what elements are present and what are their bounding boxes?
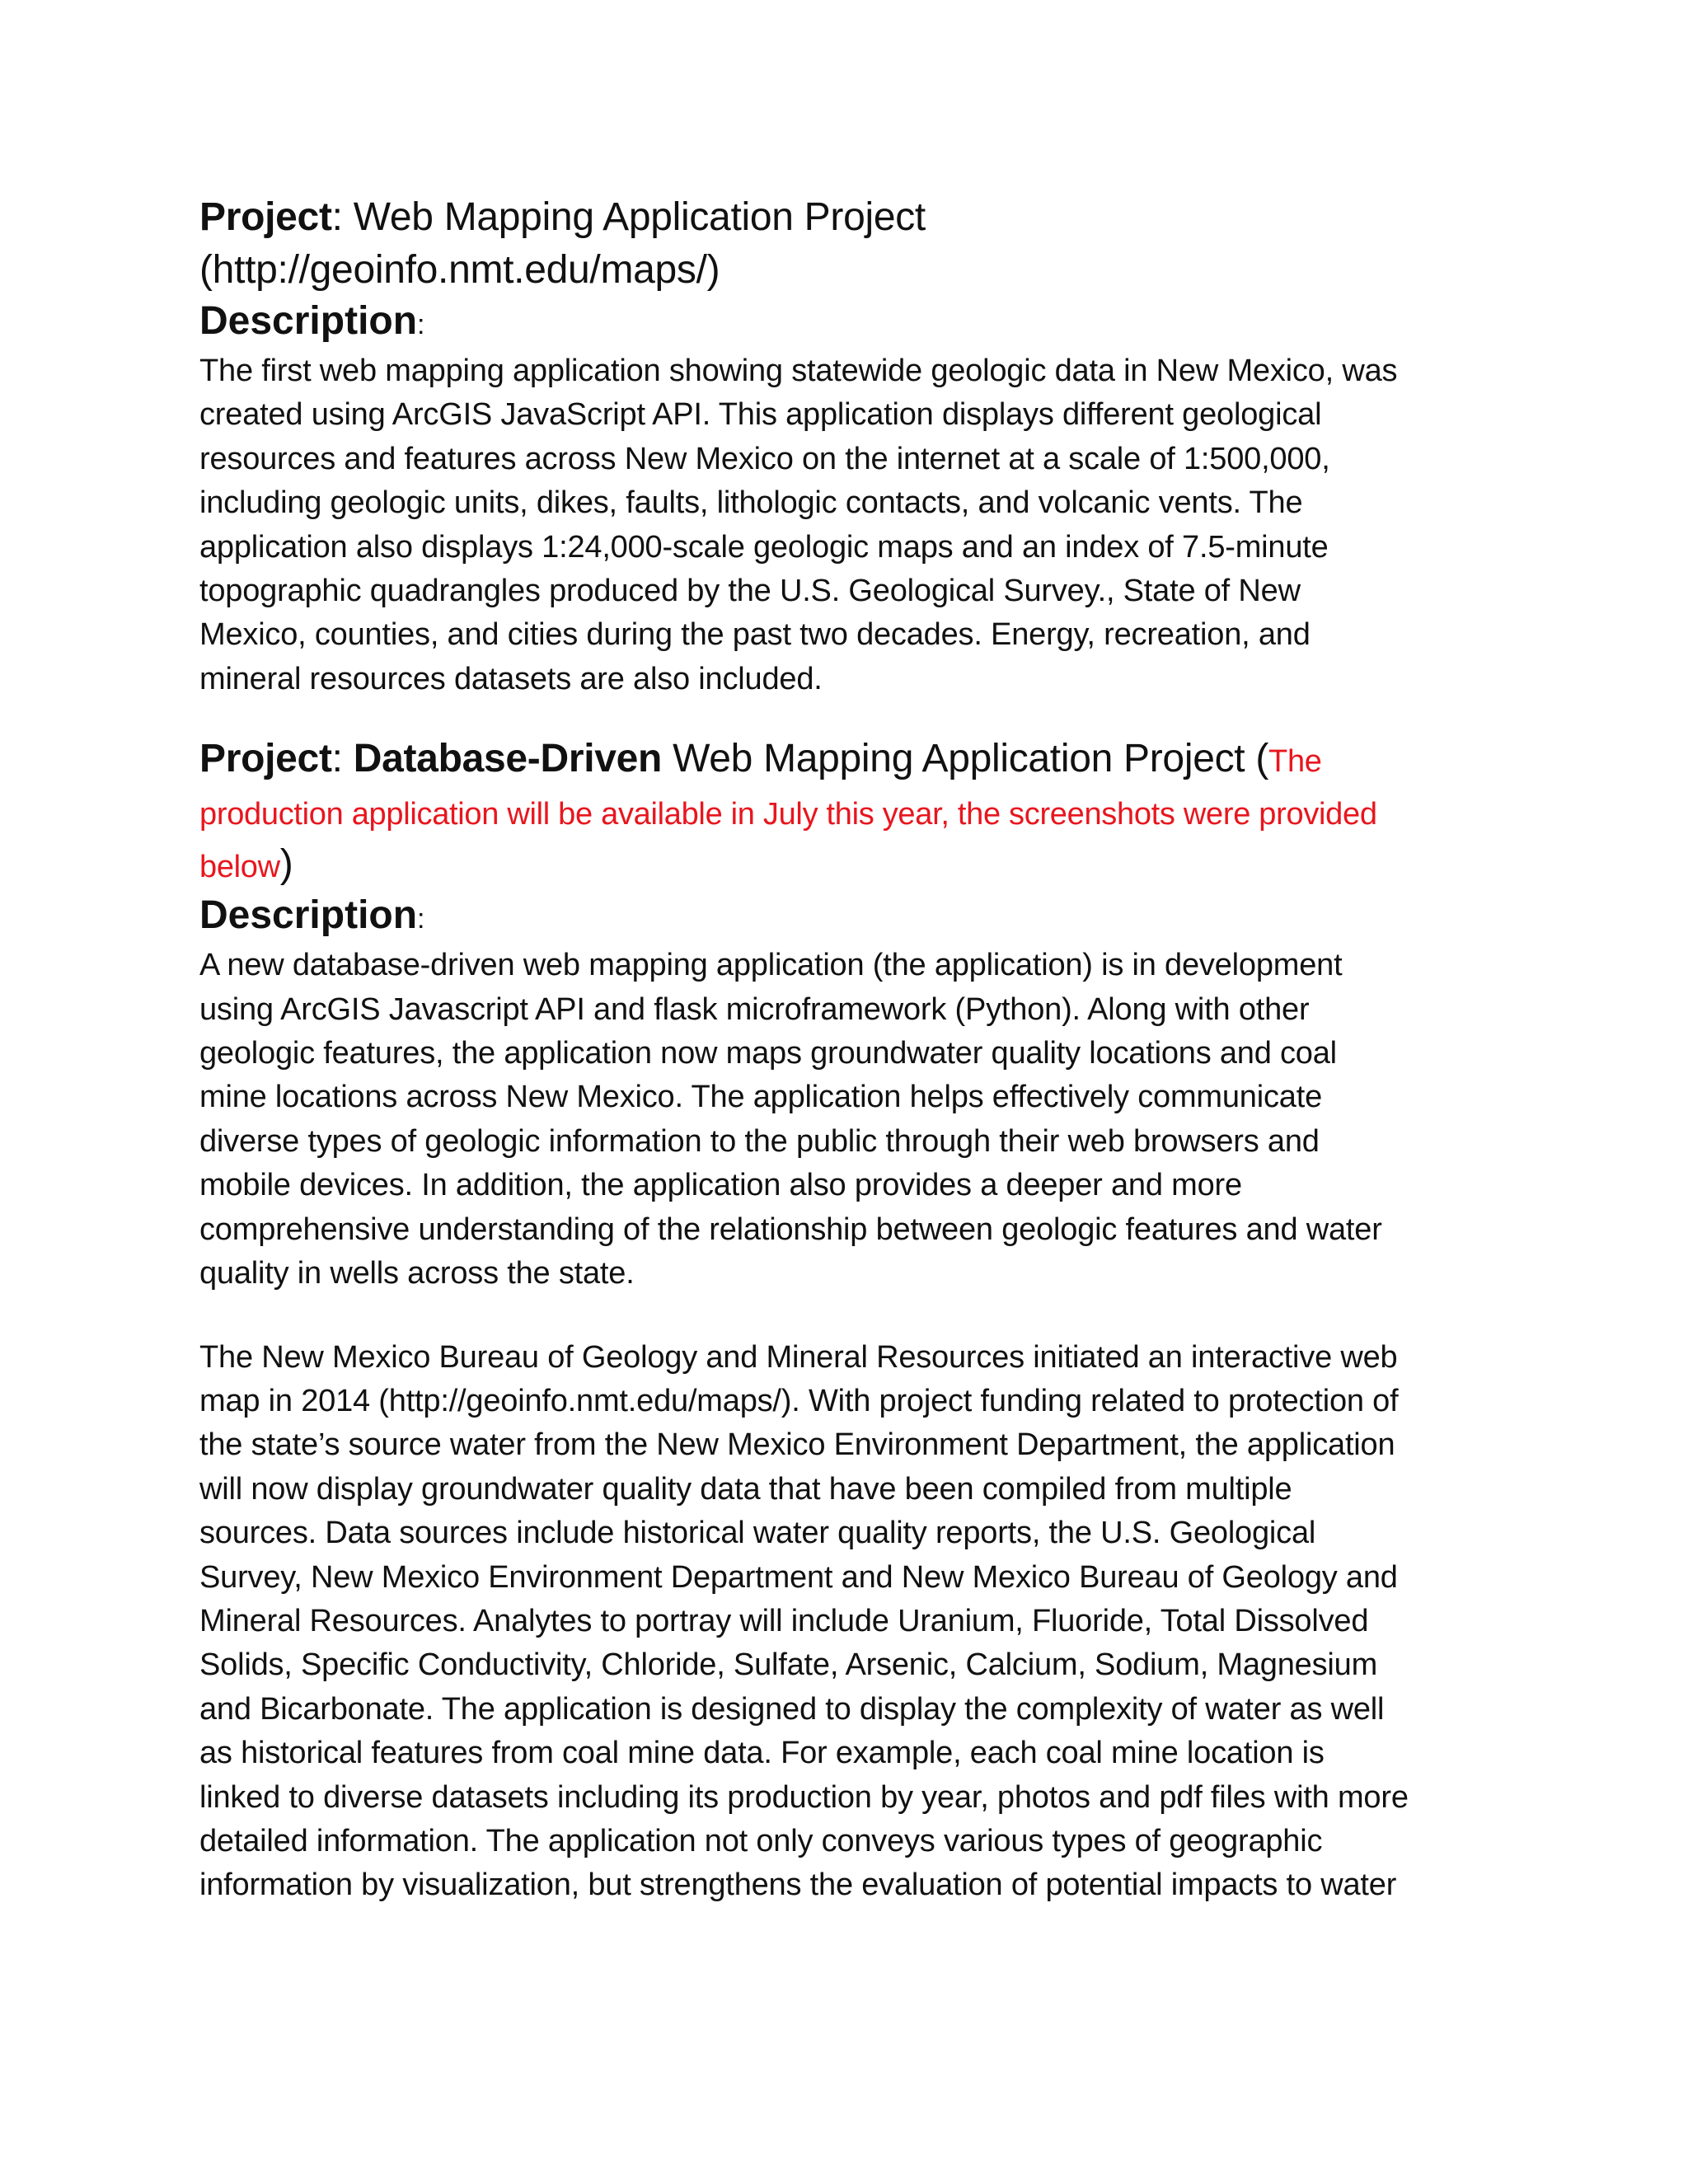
project1-description-heading [199,297,1411,349]
project2-description-heading [199,891,1411,944]
project2-paragraph-1: A new database-driven web mapping application (the application) is in development using ArcGIS Javascript API and flask microframework (Python). Along with other geologic features, the application now maps groundwater quality locations and coal mine locations across New Mexico. The application helps effectively communicate diverse types of geologic information to the public through their web browsers and mobile devices. In addition, the application also provides a deeper and more comprehensive understanding of the relationship between geologic features and water quality in wells across the state. [199,948,1382,1291]
project2-description-colon: : [417,903,425,935]
project2-heading [199,733,1411,891]
project2-close-paren: ) [279,842,293,887]
project2-paragraph-2: The New Mexico Bureau of Geology and Mineral Resources initiated an interactive web map in 2014 (http://geoinfo.nmt.edu/maps/). With project funding related to protection of the state’s source water from the New Mexico Environment Department, the application will now display groundwater quality data that have been compiled from multiple sources. Data sources include historical water quality reports, the U.S. Geological Survey, New Mexico Environment Department and New Mexico Bureau of Geology and Mineral Resources. Analytes to portray will include Uranium, Fluoride, Total Dissolved Solids, Specific Conductivity, Chloride, Sulfate, Arsenic, Calcium, Sodium, Magnesium and Bicarbonate. The application is designed to display the complexity of water as well as historical features from coal mine data. For example, each coal mine location is linked to diverse datasets including its production by year, photos and pdf files with more detailed information. The application not only conveys various types of geographic information by visualization, but strengthens the evaluation of potential impacts to water [199,1339,1409,1903]
spacer [199,1296,1411,1336]
project1-url: (http://geoinfo.nmt.edu/maps/) [199,248,720,292]
project1-description-colon: : [417,309,425,340]
project2-description-label: Description [199,893,418,938]
spacer [199,701,1411,733]
project2-title-bold: Database-Driven [353,737,663,781]
project1-description: The first web mapping application showing statewide geologic data in New Mexico, was created using ArcGIS JavaScript API. This application displays different geological resources and features across New Mexico on the internet at a scale of 1:500,000, including geologic units, dikes, faults, lithologic contacts, and volcanic vents. The application also displays 1:24,000-scale geologic maps and an index of 7.5-minute topographic quadrangles produced by the U.S. Geological Survey., State of New Mexico, counties, and cities during the past two decades. Energy, recreation, and mineral resources datasets are also included. [199,354,1398,696]
project1-description-label: Description [199,299,418,343]
project2-title-rest: Web Mapping Application Project ( [662,737,1269,781]
project1-label: Project [199,195,332,239]
project1-colon: : [331,195,343,239]
project2-availability-note: The production application will be available in July this year, the screenshots were provided below [199,744,1377,885]
document-page [199,191,1411,1908]
project2-label: Project [199,737,332,781]
project1-heading [199,191,1411,244]
project1-title: Web Mapping Application Project [353,195,926,239]
project2-colon: : [331,737,343,781]
